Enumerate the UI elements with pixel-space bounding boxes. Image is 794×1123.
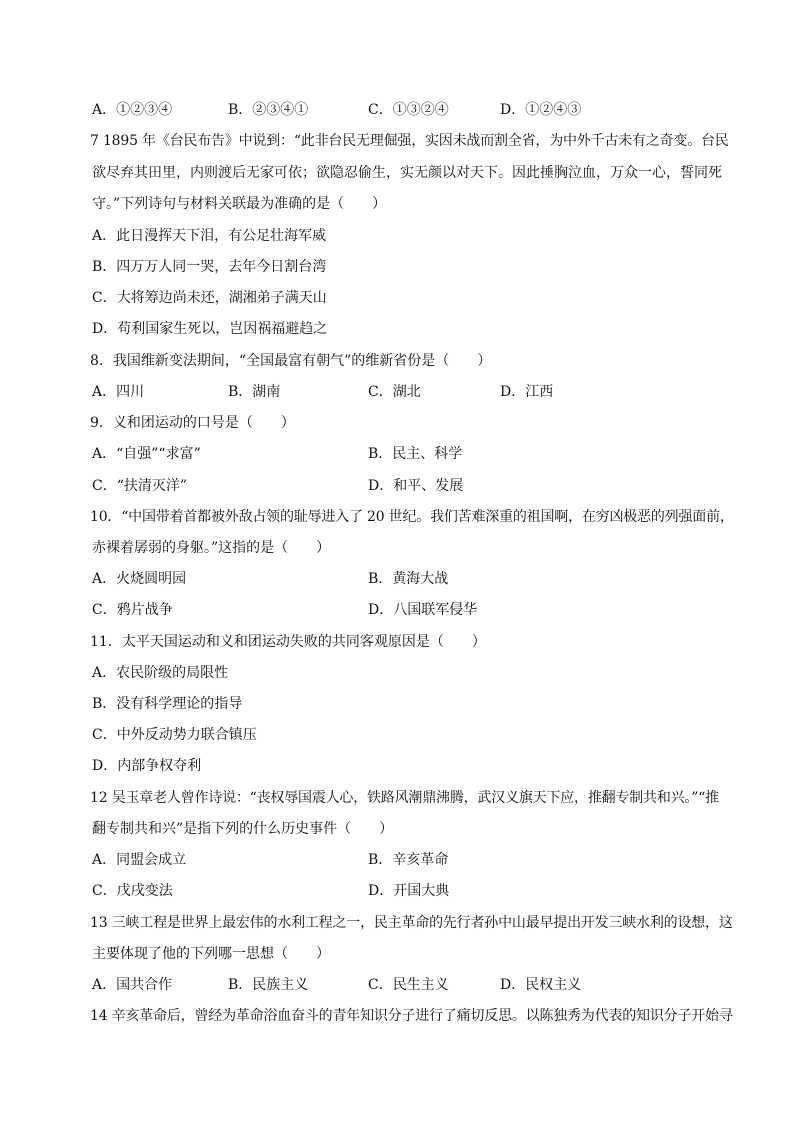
q8-option-a[interactable]: A．四川 (92, 384, 145, 400)
q10-option-b[interactable]: B．黄海大战 (368, 571, 449, 587)
q11-option-d[interactable]: D．内部争权夺利 (92, 758, 202, 774)
q8-option-d[interactable]: D．江西 (500, 384, 554, 400)
q12-stem-line-2: 翻专制共和兴”是指下列的什么历史事件（ ） (92, 821, 394, 837)
q12-option-a[interactable]: A．同盟会成立 (92, 852, 187, 868)
q12-option-b[interactable]: B．辛亥革命 (368, 852, 449, 868)
q11-stem: 11．太平天国运动和义和团运动失败的共同客观原因是（ ） (90, 634, 486, 650)
q6-option-d[interactable]: D．①②④③ (500, 102, 582, 118)
q13-stem-line-2: 主要体现了他的下列哪一思想（ ） (92, 946, 330, 962)
q7-stem-line-1: 7 1895 年《台民布告》中说到：“此非台民无理倔强，实因未战而割全省，为中外千古未有之奇变。台民 (90, 133, 729, 149)
q13-stem-line-1: 13 三峡工程是世界上最宏伟的水利工程之一，民主革命的先行者孙中山最早提出开发三峡水利的设想，这 (90, 915, 733, 931)
q8-stem: 8．我国维新变法期间，“全国最富有朝气”的维新省份是（ ） (90, 353, 492, 369)
q13-option-b[interactable]: B．民族主义 (228, 977, 309, 993)
q8-options (92, 383, 732, 401)
q10-option-d[interactable]: D．八国联军侵华 (368, 602, 478, 618)
q11-option-c[interactable]: C．中外反动势力联合镇压 (92, 727, 257, 743)
q10-stem-line-2: 赤裸着孱弱的身躯。”这指的是（ ） (92, 540, 331, 556)
q12-stem-line-1: 12 吴玉章老人曾作诗说：“丧权辱国震人心，铁路风潮鼎沸腾，武汉义旗天下应，推翻专制共和兴。”“推 (90, 790, 719, 806)
q12-options-row-2 (92, 882, 732, 900)
q11-option-a[interactable]: A．农民阶级的局限性 (92, 665, 229, 681)
q10-options-row-1 (92, 570, 732, 588)
q7-option-c[interactable]: C．大将筹边尚未还，湖湘弟子满天山 (92, 290, 327, 306)
q10-options-row-2 (92, 601, 732, 619)
q6-option-a[interactable]: A．①②③④ (92, 102, 173, 118)
q7-stem-line-2: 欲尽弃其田里，内则渡后无家可依；欲隐忍偷生，实无颜以对天下。因此捶胸泣血，万众一心，誓同死 (92, 165, 722, 181)
q9-option-b[interactable]: B．民主、科学 (368, 446, 463, 462)
q9-option-a[interactable]: A．“自强”“求富” (92, 446, 201, 462)
q7-option-d[interactable]: D．苟利国家生死以，岂因祸福避趋之 (92, 321, 328, 337)
q7-option-b[interactable]: B．四万万人同一哭，去年今日割台湾 (92, 259, 327, 275)
q9-options-row-2 (92, 477, 732, 495)
q10-option-a[interactable]: A．火烧圆明园 (92, 571, 187, 587)
q6-option-b[interactable]: B．②③④① (228, 102, 309, 118)
q9-option-d[interactable]: D．和平、发展 (368, 478, 464, 494)
q12-option-d[interactable]: D．开国大典 (368, 883, 450, 899)
q7-option-a[interactable]: A．此日漫挥天下泪，有公足壮海军威 (92, 228, 327, 244)
q8-option-c[interactable]: C．湖北 (368, 384, 421, 400)
q13-option-d[interactable]: D．民权主义 (500, 977, 582, 993)
q9-stem: 9．义和团运动的口号是（ ） (90, 415, 295, 431)
q9-options-row-1 (92, 445, 732, 463)
q10-stem-line-1: 10．“中国带着首都被外敌占领的耻辱进入了 20 世纪。我们苦难深重的祖国啊，在穷凶极恶的列强面前， (90, 509, 734, 525)
q9-option-c[interactable]: C．“扶清灭洋” (92, 478, 188, 494)
q8-option-b[interactable]: B．湖南 (228, 384, 281, 400)
q7-stem-line-3: 守。”下列诗句与材料关联最为准确的是（ ） (92, 196, 387, 212)
q13-option-a[interactable]: A．国共合作 (92, 977, 173, 993)
q13-option-c[interactable]: C．民生主义 (368, 977, 449, 993)
q10-option-c[interactable]: C．鸦片战争 (92, 602, 173, 618)
q13-options (92, 976, 732, 994)
q12-options-row-1 (92, 851, 732, 869)
q11-option-b[interactable]: B．没有科学理论的指导 (92, 696, 243, 712)
q6-option-c[interactable]: C．①③②④ (368, 102, 449, 118)
q14-stem-line-1: 14 辛亥革命后，曾经为革命浴血奋斗的青年知识分子进行了痛切反思。以陈独秀为代表的知识分子开始寻 (90, 1008, 733, 1024)
q6-options (92, 101, 732, 119)
q12-option-c[interactable]: C．戊戌变法 (92, 883, 173, 899)
